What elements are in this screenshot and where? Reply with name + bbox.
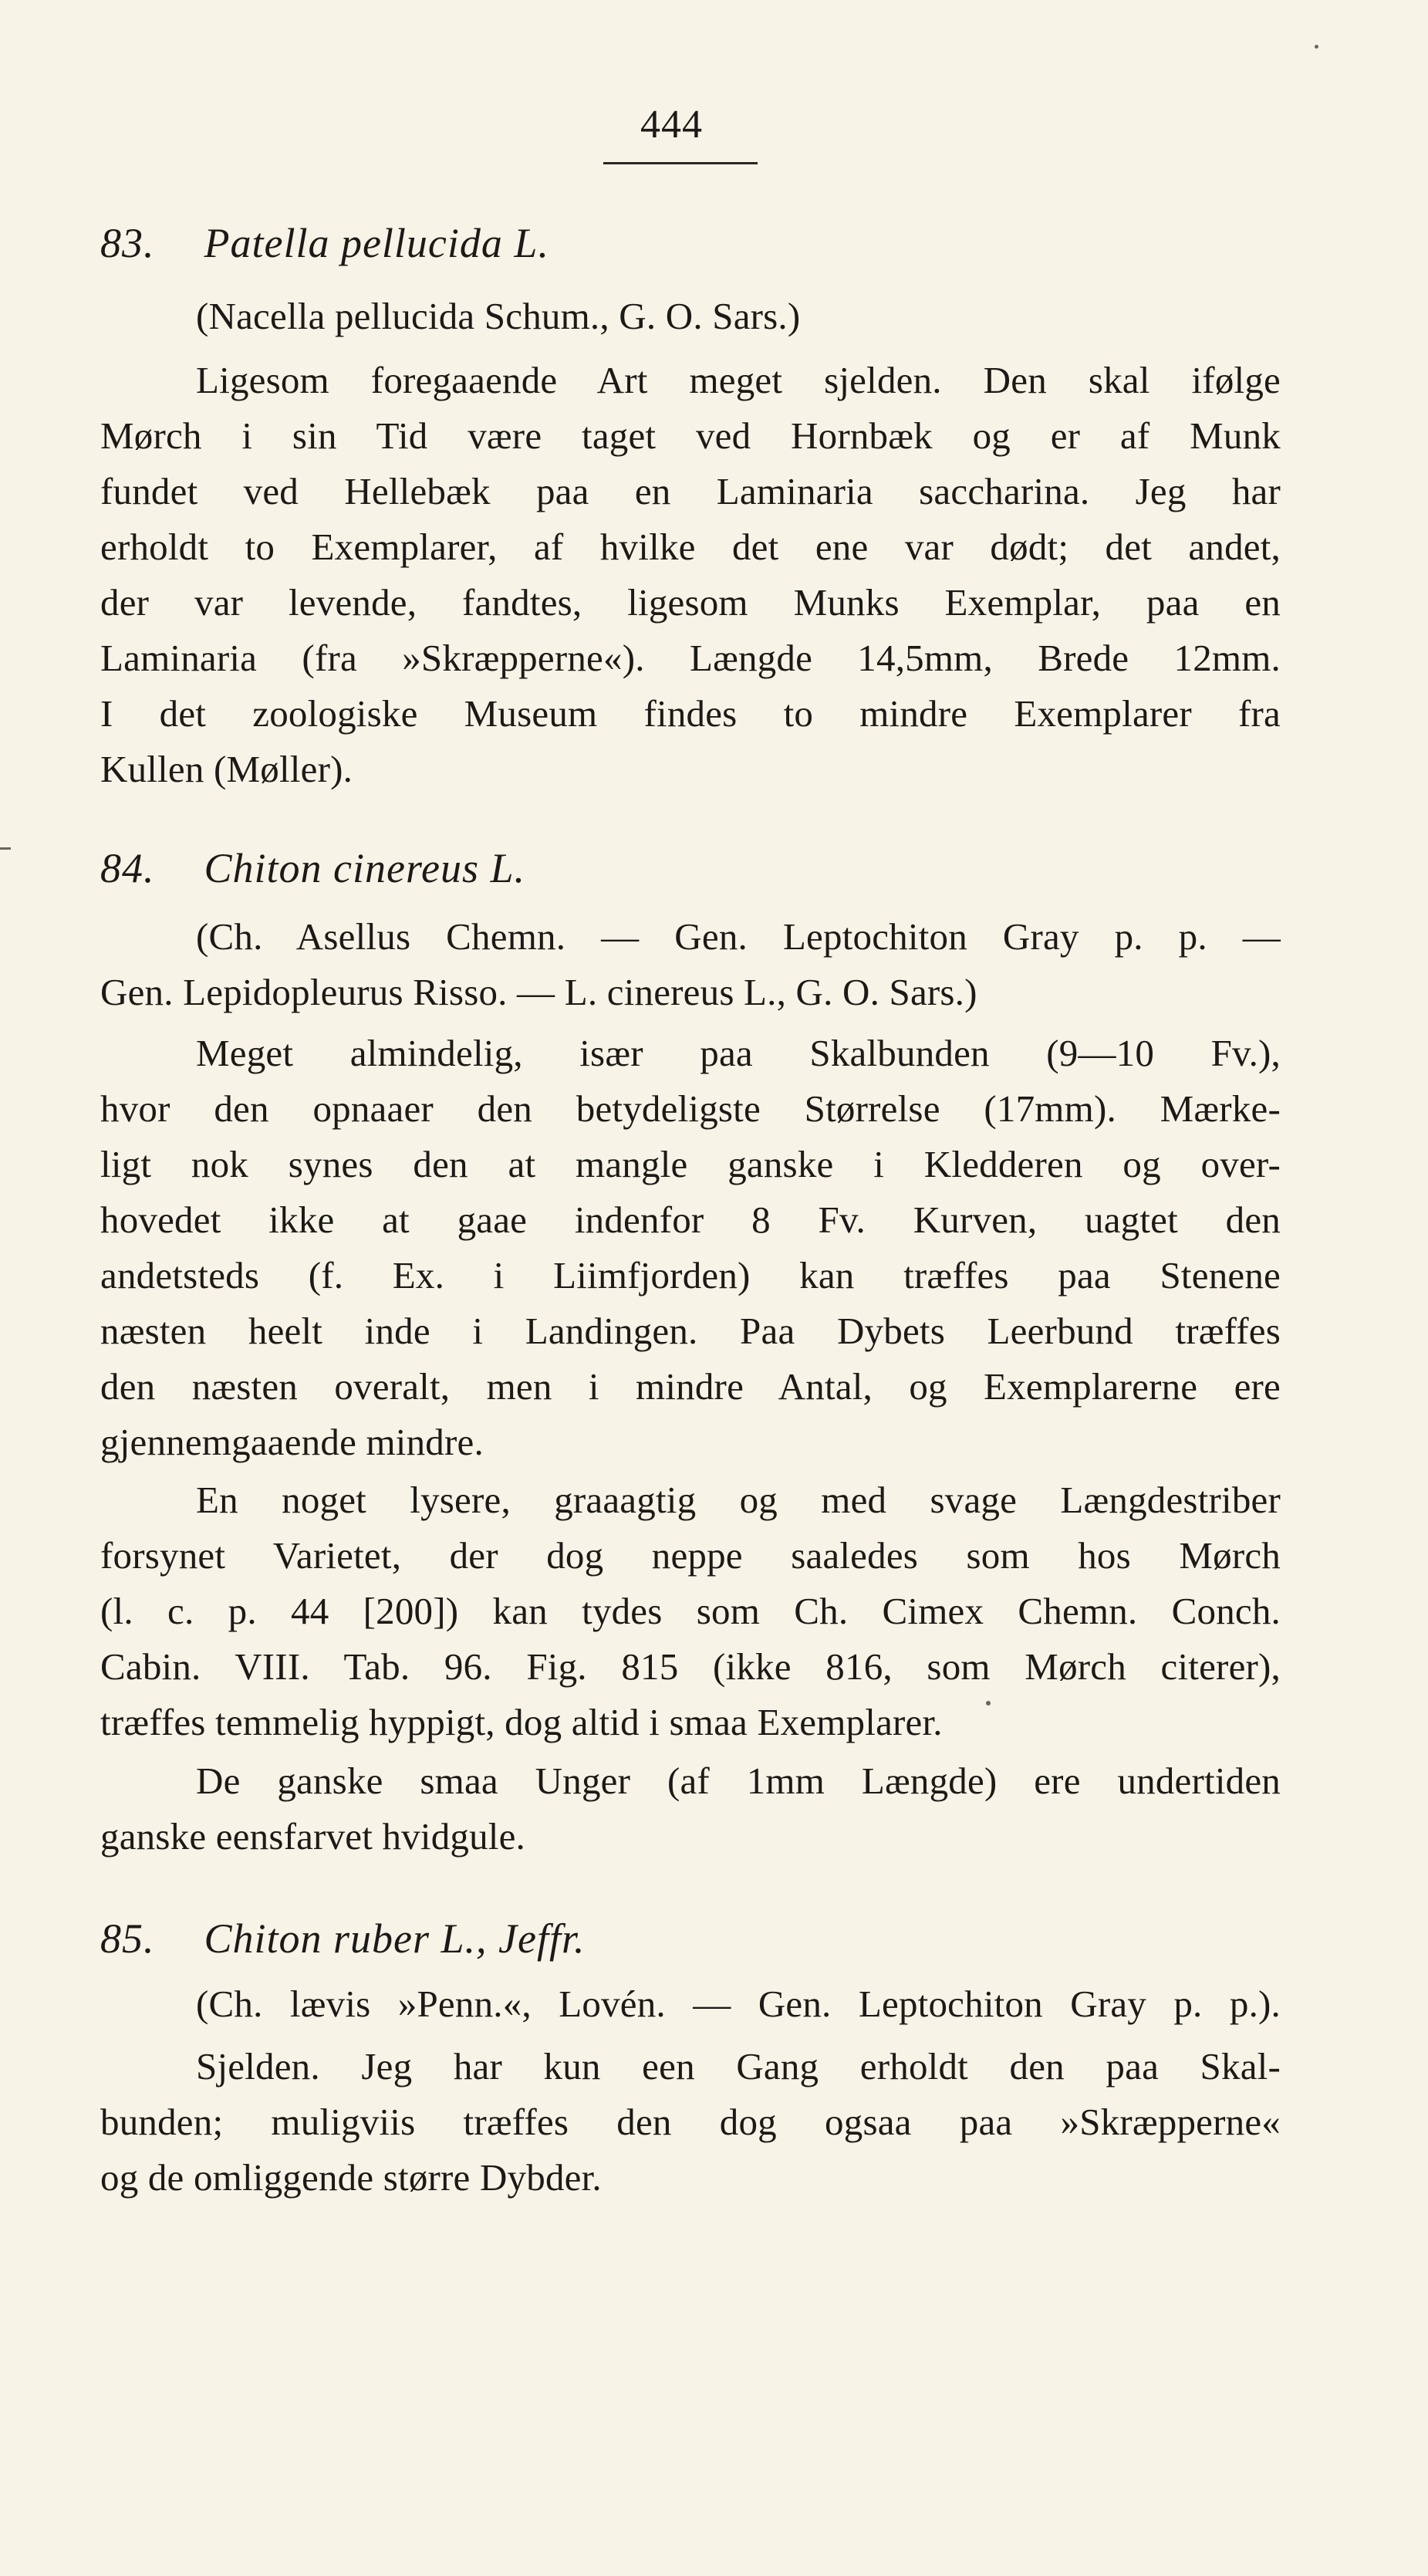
body-line: der var levende, fandtes, ligesom Munks Exemplar, paa en xyxy=(100,581,1281,624)
body-line: fundet ved Hellebæk paa en Laminaria saccharina. Jeg har xyxy=(100,470,1281,512)
synonym-line: (Nacella pellucida Schum., G. O. Sars.) xyxy=(196,295,801,337)
body-line: En noget lysere, graaagtig og med svage Længdestriber xyxy=(196,1479,1281,1521)
body-line: næsten heelt inde i Landingen. Paa Dybets Leerbund træffes xyxy=(100,1310,1281,1352)
page-number-rule xyxy=(603,162,758,164)
body-line: De ganske smaa Unger (af 1mm Længde) ere undertiden xyxy=(196,1760,1281,1802)
body-line: Ligesom foregaaende Art meget sjelden. Den skal ifølge xyxy=(196,359,1281,401)
page-number: 444 xyxy=(640,103,703,147)
scan-speck xyxy=(1315,45,1318,49)
body-line: ganske eensfarvet hvidgule. xyxy=(100,1815,526,1858)
body-line: forsynet Varietet, der dog neppe saaledes som hos Mørch xyxy=(100,1534,1281,1577)
body-line: I det zoologiske Museum findes to mindre Exemplarer fra xyxy=(100,692,1281,735)
species-title: Chiton ruber L., Jeffr. xyxy=(204,1915,586,1962)
scan-speck xyxy=(0,847,11,850)
synonym-line: (Ch. lævis »Penn.«, Lovén. — Gen. Leptochiton Gray p. p.). xyxy=(196,1983,1281,2025)
body-line: træffes temmelig hyppigt, dog altid i smaa Exemplarer. xyxy=(100,1701,943,1743)
section-84-heading xyxy=(100,845,1281,891)
scan-speck xyxy=(986,1701,991,1706)
species-title: Chiton cinereus L. xyxy=(204,845,525,891)
body-line: Mørch i sin Tid være taget ved Hornbæk og er af Munk xyxy=(100,414,1281,457)
section-number: 84. xyxy=(100,845,155,891)
body-line: hovedet ikke at gaae indenfor 8 Fv. Kurven, uagtet den xyxy=(100,1198,1281,1241)
body-line: erholdt to Exemplarer, af hvilke det ene var dødt; det andet, xyxy=(100,526,1281,568)
body-line: andetsteds (f. Ex. i Liimfjorden) kan træffes paa Stenene xyxy=(100,1254,1281,1296)
section-83-heading xyxy=(100,220,1281,266)
species-title: Patella pellucida L. xyxy=(204,220,549,266)
body-line: gjennemgaaende mindre. xyxy=(100,1421,484,1463)
section-number: 85. xyxy=(100,1915,155,1962)
body-line: bunden; muligviis træffes den dog ogsaa paa »Skræpperne« xyxy=(100,2101,1281,2143)
section-85-heading xyxy=(100,1915,1281,1962)
body-line: hvor den opnaaer den betydeligste Størrelse (17mm). Mærke- xyxy=(100,1087,1281,1130)
body-line: Sjelden. Jeg har kun een Gang erholdt den paa Skal- xyxy=(196,2045,1281,2088)
section-number: 83. xyxy=(100,220,155,266)
synonym-line: Gen. Lepidopleurus Risso. — L. cinereus L., G. O. Sars.) xyxy=(100,971,977,1013)
body-line: og de omliggende større Dybder. xyxy=(100,2156,602,2199)
body-line: den næsten overalt, men i mindre Antal, og Exemplarerne ere xyxy=(100,1365,1281,1408)
body-line: ligt nok synes den at mangle ganske i Kledderen og over- xyxy=(100,1143,1281,1185)
body-line: Kullen (Møller). xyxy=(100,748,353,790)
body-line: (l. c. p. 44 [200]) kan tydes som Ch. Cimex Chemn. Conch. xyxy=(100,1590,1281,1632)
body-line: Cabin. VIII. Tab. 96. Fig. 815 (ikke 816, som Mørch citerer), xyxy=(100,1645,1281,1688)
body-line: Meget almindelig, især paa Skalbunden (9—10 Fv.), xyxy=(196,1032,1281,1074)
body-line: Laminaria (fra »Skræpperne«). Længde 14,5mm, Brede 12mm. xyxy=(100,637,1281,679)
synonym-line: (Ch. Asellus Chemn. — Gen. Leptochiton Gray p. p. — xyxy=(196,915,1281,958)
